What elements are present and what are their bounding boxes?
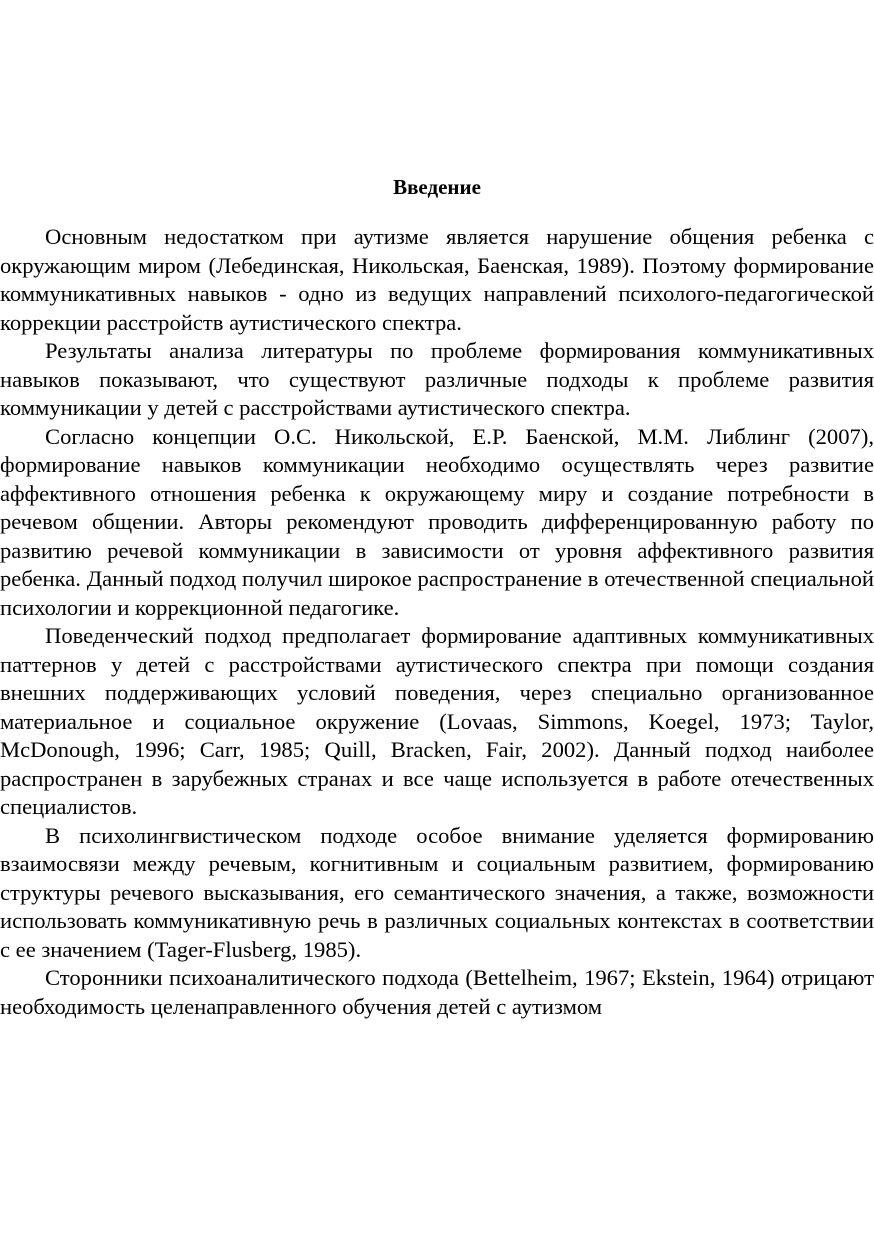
paragraph-6: Сторонники психоаналитического подхода (Bettelheim, 1967; Ekstein, 1964) отрицают необходимость целенаправленного обучения детей с аутизмом	[0, 965, 874, 1019]
body-text	[0, 223, 874, 1021]
page-title: Введение	[393, 175, 481, 199]
paragraph-4: Поведенческий подход предполагает формирование адаптивных коммуникативных паттернов у детей с расстройствами аутистического спектра при помощи создания внешних поддерживающих условий поведения, через специально организованное материальное и социальное окружение (Lovaas, Simmons, Koegel, 1973; Taylor, McDonough, 1996; Carr, 1985; Quill, Bracken, Fair, 2002). Данный подход наиболее распространен в зарубежных странах и все чаще используется в работе отечественных специалистов.	[0, 623, 874, 819]
paragraph-3: Согласно концепции О.С. Никольской, Е.Р. Баенской, М.М. Либлинг (2007), формирование навыков коммуникации необходимо осуществлять через развитие аффективного отношения ребенка к окружающему миру и создание потребности в речевом общении. Авторы рекомендуют проводить дифференцированную работу по развитию речевой коммуникации в зависимости от уровня аффективного развития ребенка. Данный подход получил широкое распространение в отечественной специальной психологии и коррекционной педагогике.	[0, 423, 874, 620]
paragraph-5: В психолингвистическом подходе особое внимание уделяется формированию взаимосвязи между речевым, когнитивным и социальным развитием, формированию структуры речевого высказывания, его семантического значения, а также, возможности использовать коммуникативную речь в различных социальных контекстах в соответствии с ее значением (Tager-Flusberg, 1985).	[0, 822, 874, 962]
paragraph-1: Основным недостатком при аутизме является нарушение общения ребенка с окружающим миром (Лебединская, Никольская, Баенская, 1989). Поэтому формирование коммуникативных навыков - одно из ведущих направлений психолого-педагогической коррекции расстройств аутистического спектра.	[0, 224, 874, 335]
paragraph-2: Результаты анализа литературы по проблеме формирования коммуникативных навыков показывают, что существуют различные подходы к проблеме развития коммуникации у детей с расстройствами аутистического спектра.	[0, 338, 874, 420]
